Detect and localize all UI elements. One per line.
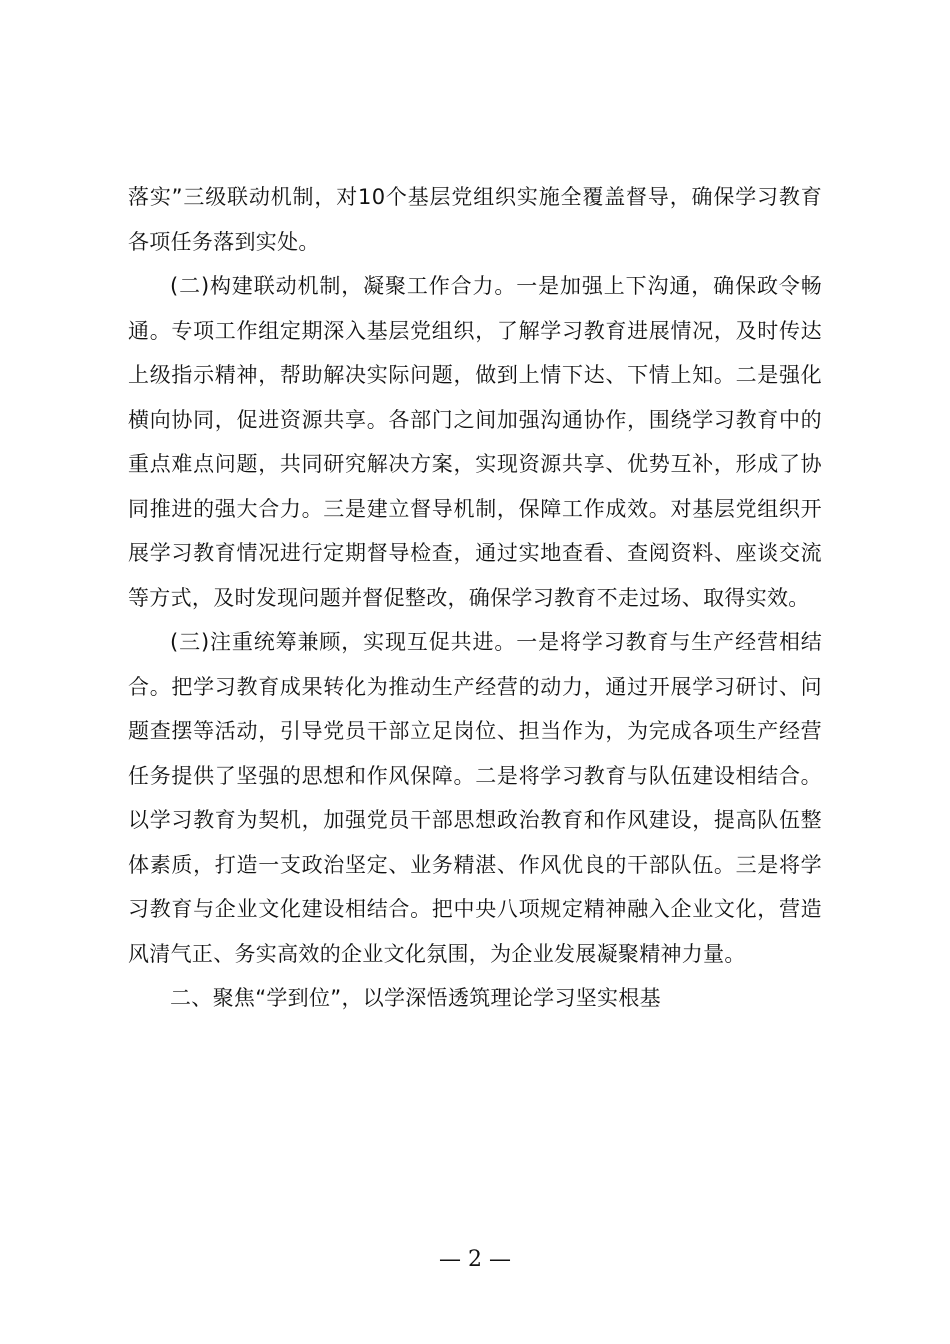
page-number: — 2 —	[439, 1247, 511, 1272]
paragraph-coordination: (三)注重统筹兼顾，实现互促共进。一是将学习教育与生产经营相结合。把学习教育成果转化为推动生产经营的动力，通过开展学习研讨、问题查摆等活动，引导党员干部立足岗位、担当作为，为完成各项生产经营任务提供了坚强的思想和作风保障。二是将学习教育与队伍建设相结合。以学习教育为契机，加强党员干部思想政治教育和作风建设，提高队伍整体素质，打造一支政治坚定、业务精湛、作风优良的干部队伍。三是将学习教育与企业文化建设相结合。把中央八项规定精神融入企业文化，营造风清气正、务实高效的企业文化氛围，为企业发展凝聚精神力量。	[128, 630, 822, 966]
paragraph-linkage-mechanism: (二)构建联动机制，凝聚工作合力。一是加强上下沟通，确保政令畅通。专项工作组定期深入基层党组织，了解学习教育进展情况，及时传达上级指示精神，帮助解决实际问题，做到上情下达、下情上知。二是强化横向协同，促进资源共享。各部门之间加强沟通协作，围绕学习教育中的重点难点问题，共同研究解决方案，实现资源共享、优势互补，形成了协同推进的强大合力。三是建立督导机制，保障工作成效。对基层党组织开展学习教育情况进行定期督导检查，通过实地查看、查阅资料、座谈交流等方式，及时发现问题并督促整改，确保学习教育不走过场、取得实效。	[128, 274, 822, 610]
document-body	[128, 175, 822, 1021]
paragraph-continuation: 落实”三级联动机制，对10个基层党组织实施全覆盖督导，确保学习教育各项任务落到实处。	[128, 185, 822, 254]
section-heading: 二、聚焦“学到位”，以学深悟透筑理论学习坚实根基	[170, 986, 661, 1010]
